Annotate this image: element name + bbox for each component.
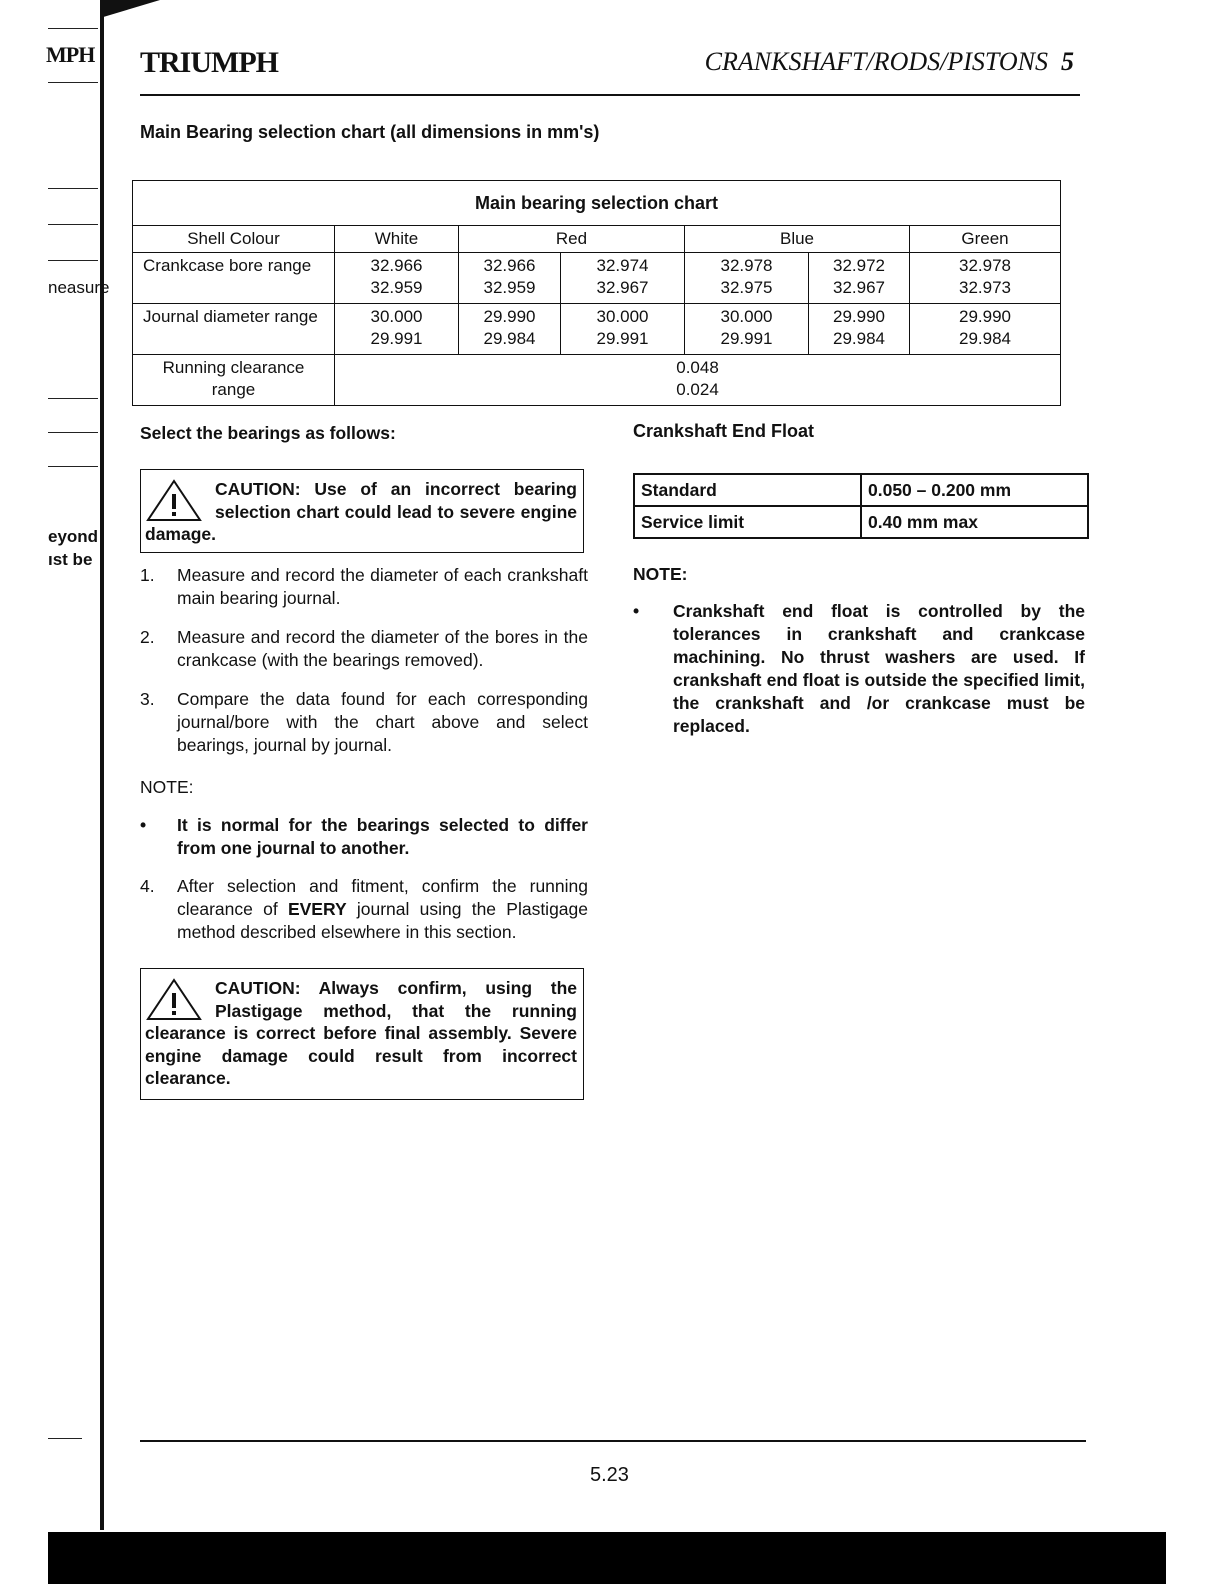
adjacent-page-text: eyond xyxy=(48,527,99,546)
crankcase-bore-label: Crankcase bore range xyxy=(133,253,335,304)
section-title-text: CRANKSHAFT/RODS/PISTONS xyxy=(704,47,1048,76)
main-bearing-selection-table xyxy=(132,180,1061,406)
table-cell: 32.972 32.967 xyxy=(809,253,910,304)
adjacent-page-rule xyxy=(48,82,98,83)
header-rule xyxy=(140,94,1080,96)
running-clearance-value: 0.048 0.024 xyxy=(335,355,1061,406)
step-number: 4. xyxy=(140,876,155,896)
table-cell: 30.000 29.991 xyxy=(335,304,459,355)
section-number: 5 xyxy=(1061,47,1074,76)
step-item xyxy=(140,564,588,610)
table-row xyxy=(634,506,1088,538)
table-cell: 32.966 32.959 xyxy=(459,253,561,304)
running-clearance-label: Running clearance range xyxy=(133,355,335,406)
step-text: Measure and record the diameter of the bores in the crankcase (with the bearings removed). xyxy=(177,627,588,670)
note-text: It is normal for the bearings selected to differ from one journal to another. xyxy=(177,815,588,858)
step-item xyxy=(140,688,588,757)
warning-triangle-icon xyxy=(145,478,203,522)
footer-rule xyxy=(140,1440,1086,1442)
table-cell: 32.974 32.967 xyxy=(561,253,685,304)
adjacent-page-text: ıst be xyxy=(48,550,93,569)
step-number: 3. xyxy=(140,689,155,709)
journal-diameter-row xyxy=(133,304,1061,355)
chart-heading: Main Bearing selection chart (all dimensions in mm's) xyxy=(140,122,600,142)
warning-triangle-icon xyxy=(145,977,203,1021)
step-number: 1. xyxy=(140,565,155,585)
adjacent-page-rule xyxy=(48,398,98,399)
end-float-value: 0.40 mm max xyxy=(861,506,1088,538)
table-cell: 29.990 29.984 xyxy=(910,304,1061,355)
table-cell: 30.000 29.991 xyxy=(561,304,685,355)
table-cell: 32.966 32.959 xyxy=(335,253,459,304)
step-item xyxy=(140,626,588,672)
caution-text: CAUTION: Use of an incorrect bearing selection chart could lead to severe engine damage. xyxy=(145,479,577,544)
colour-red: Red xyxy=(459,226,685,253)
table-cell: 29.990 29.984 xyxy=(459,304,561,355)
page-number: 5.23 xyxy=(590,1464,629,1486)
caution-text: CAUTION: Always confirm, using the Plastigage method, that the running clearance is correct before final assembly. Severe engine damage could result from incorrect clearance. xyxy=(145,978,577,1088)
colour-green: Green xyxy=(910,226,1061,253)
table-cell: 30.000 29.991 xyxy=(685,304,809,355)
select-bearings-heading: Select the bearings as follows: xyxy=(140,423,396,443)
table-row xyxy=(634,474,1088,506)
crankcase-bore-row xyxy=(133,253,1061,304)
page-binding-edge xyxy=(100,0,104,1530)
page-binding-corner xyxy=(100,0,160,18)
note-bullet: • It is normal for the bearings selected to differ from one journal to another. xyxy=(140,815,588,858)
adjacent-page-rule xyxy=(48,188,98,189)
caution-box-selection-chart xyxy=(140,469,584,553)
end-float-value: 0.050 – 0.200 mm xyxy=(861,474,1088,506)
triumph-logo: TRIUMPH xyxy=(140,46,278,79)
adjacent-page-rule xyxy=(48,466,98,467)
step-number: 2. xyxy=(140,627,155,647)
table-title: Main bearing selection chart xyxy=(133,181,1061,226)
scan-bottom-edge xyxy=(48,1532,1166,1584)
note-bullet: • Crankshaft end float is controlled by the tolerances in crankshaft and crankcase machining. No thrust washers are used. If crankshaft end float is outside the specified limit, the crankshaft and /or crankcase must be replaced. xyxy=(633,601,1085,736)
section-title xyxy=(705,47,1074,77)
shell-colour-label: Shell Colour xyxy=(133,226,335,253)
colour-blue: Blue xyxy=(685,226,910,253)
running-clearance-row xyxy=(133,355,1061,406)
adjacent-page-rule xyxy=(48,1438,82,1439)
adjacent-page-text: neasure xyxy=(48,278,110,297)
step-text: After selection and fitment, confirm the running clearance of EVERY journal using the Plastigage method described elsewhere in this section. xyxy=(177,876,588,942)
journal-diameter-label: Journal diameter range xyxy=(133,304,335,355)
adjacent-page-brand-fragment: MPH xyxy=(46,42,95,67)
adjacent-page-rule xyxy=(48,28,98,29)
end-float-label: Service limit xyxy=(634,506,861,538)
note-label: NOTE: xyxy=(140,777,194,797)
note-label: NOTE: xyxy=(633,564,688,584)
caution-box-plastigage xyxy=(140,968,584,1100)
step-text: Measure and record the diameter of each crankshaft main bearing journal. xyxy=(177,565,588,608)
step-item xyxy=(140,875,588,944)
end-float-label: Standard xyxy=(634,474,861,506)
step-text: Compare the data found for each corresponding journal/bore with the chart above and select bearings, journal by journal. xyxy=(177,689,588,755)
end-float-table xyxy=(633,473,1089,539)
end-float-heading: Crankshaft End Float xyxy=(633,421,815,441)
table-cell: 32.978 32.975 xyxy=(685,253,809,304)
adjacent-page-rule xyxy=(48,432,98,433)
adjacent-page-rule xyxy=(48,224,98,225)
note-text: Crankshaft end float is controlled by the tolerances in crankshaft and crankcase machining. No thrust washers are used. If crankshaft end float is outside the specified limit, the crankshaft and /or crankcase must be replaced. xyxy=(673,601,1085,736)
table-cell: 32.978 32.973 xyxy=(910,253,1061,304)
adjacent-page-rule xyxy=(48,260,98,261)
colour-white: White xyxy=(335,226,459,253)
table-cell: 29.990 29.984 xyxy=(809,304,910,355)
